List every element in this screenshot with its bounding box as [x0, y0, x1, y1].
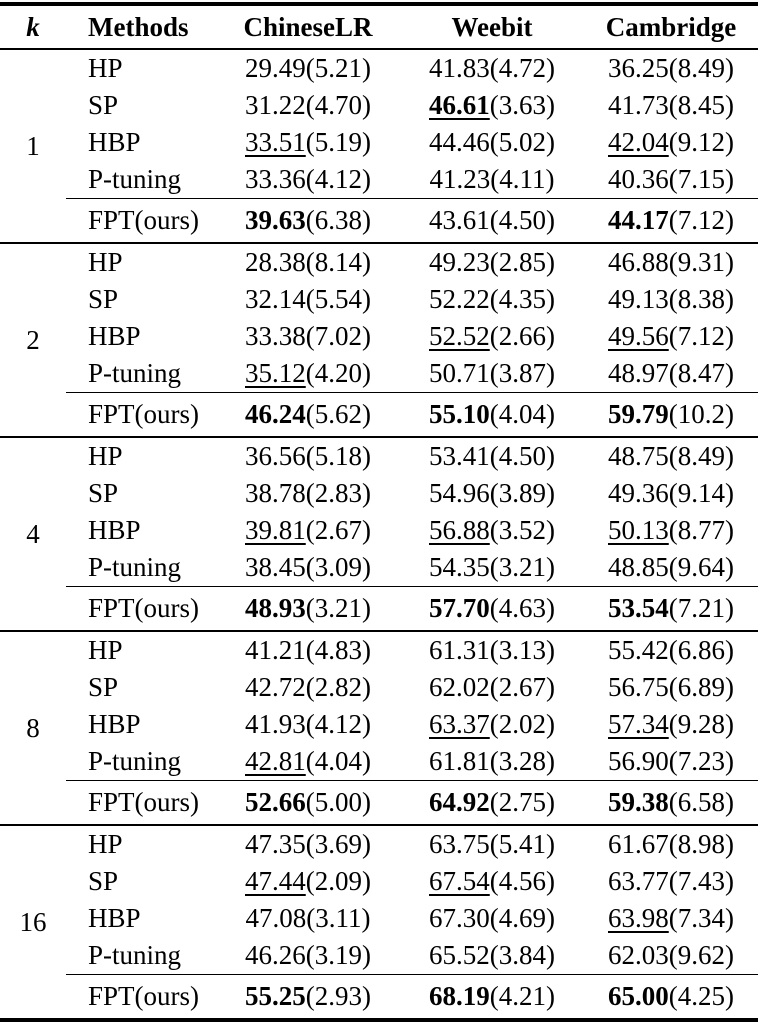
score-std: (2.75)	[489, 787, 555, 817]
score-std: (4.56)	[489, 866, 555, 896]
score-std: (4.69)	[489, 903, 555, 933]
baseline-row	[0, 87, 758, 124]
score-cell	[584, 669, 758, 706]
score-std: (4.35)	[489, 284, 555, 314]
score-std: (9.28)	[668, 709, 734, 739]
score-value: 67.30	[429, 903, 490, 933]
score-std: (2.93)	[305, 981, 371, 1011]
column-header-cambridge: Cambridge	[584, 4, 758, 49]
score-value: 67.54	[429, 866, 490, 896]
score-value: 33.51	[245, 127, 306, 157]
k-value: 4	[26, 518, 40, 549]
score-value: 46.24	[245, 399, 306, 429]
score-value: 52.52	[429, 321, 490, 351]
score-cell	[400, 49, 584, 87]
score-std: (2.82)	[305, 672, 371, 702]
score-cell	[400, 863, 584, 900]
score-value: 33.38	[245, 321, 306, 351]
score-cell	[216, 863, 400, 900]
score-std: (10.2)	[668, 399, 734, 429]
score-cell	[584, 825, 758, 863]
score-cell	[400, 393, 584, 438]
score-value: 41.21	[245, 635, 306, 665]
score-std: (5.62)	[305, 399, 371, 429]
score-std: (5.02)	[489, 127, 555, 157]
method-cell: P-tuning	[88, 552, 182, 582]
score-cell	[216, 669, 400, 706]
score-cell	[400, 243, 584, 281]
score-std: (3.52)	[489, 515, 555, 545]
score-value: 59.38	[608, 787, 669, 817]
score-cell	[400, 161, 584, 199]
score-value: 55.25	[245, 981, 306, 1011]
score-std: (8.98)	[668, 829, 734, 859]
score-cell	[400, 900, 584, 937]
score-cell	[400, 318, 584, 355]
method-cell: HBP	[88, 321, 141, 351]
score-cell	[584, 549, 758, 587]
baseline-row	[0, 437, 758, 475]
score-value: 49.23	[429, 247, 490, 277]
score-std: (4.63)	[489, 593, 555, 623]
ours-row	[0, 393, 758, 438]
ours-row	[0, 781, 758, 826]
score-value: 49.13	[608, 284, 669, 314]
score-value: 57.70	[429, 593, 490, 623]
method-cell: HBP	[88, 709, 141, 739]
score-std: (3.28)	[489, 746, 555, 776]
score-std: (4.70)	[305, 90, 371, 120]
score-cell	[216, 706, 400, 743]
score-std: (7.34)	[668, 903, 734, 933]
score-std: (2.02)	[489, 709, 555, 739]
score-std: (4.12)	[305, 709, 371, 739]
score-std: (4.20)	[305, 358, 371, 388]
score-std: (7.15)	[668, 164, 734, 194]
score-value: 53.41	[429, 441, 490, 471]
method-cell: P-tuning	[88, 940, 182, 970]
score-value: 49.56	[608, 321, 669, 351]
score-std: (4.21)	[489, 981, 555, 1011]
score-cell	[584, 743, 758, 781]
score-cell	[216, 87, 400, 124]
baseline-row	[0, 355, 758, 393]
score-value: 32.14	[245, 284, 306, 314]
score-value: 46.61	[429, 90, 490, 120]
score-std: (4.50)	[489, 441, 555, 471]
k-group	[0, 243, 758, 437]
baseline-row	[0, 743, 758, 781]
method-cell: FPT(ours)	[66, 587, 216, 632]
score-cell	[584, 587, 758, 632]
k-value: 2	[26, 324, 40, 355]
score-std: (2.67)	[305, 515, 371, 545]
method-cell: SP	[88, 90, 119, 120]
score-std: (8.45)	[668, 90, 734, 120]
k-value: 1	[26, 130, 40, 161]
score-std: (2.85)	[489, 247, 555, 277]
baseline-row	[0, 512, 758, 549]
score-value: 36.56	[245, 441, 306, 471]
score-value: 35.12	[245, 358, 306, 388]
method-cell: HP	[88, 635, 123, 665]
score-value: 38.78	[245, 478, 306, 508]
score-value: 54.96	[429, 478, 490, 508]
score-cell	[584, 512, 758, 549]
score-cell	[584, 124, 758, 161]
method-cell: HP	[88, 441, 123, 471]
baseline-row	[0, 318, 758, 355]
column-header-k: k	[0, 4, 66, 49]
k-group	[0, 631, 758, 825]
score-std: (4.04)	[489, 399, 555, 429]
score-value: 64.92	[429, 787, 490, 817]
score-cell	[400, 199, 584, 244]
score-cell	[216, 825, 400, 863]
method-cell: FPT(ours)	[66, 781, 216, 826]
score-cell	[584, 900, 758, 937]
score-value: 50.71	[429, 358, 490, 388]
score-value: 46.26	[245, 940, 306, 970]
score-std: (3.87)	[489, 358, 555, 388]
score-cell	[400, 549, 584, 587]
method-cell: HP	[88, 829, 123, 859]
score-cell	[400, 587, 584, 632]
score-std: (6.38)	[305, 205, 371, 235]
baseline-row	[0, 161, 758, 199]
score-std: (9.62)	[668, 940, 734, 970]
score-cell	[400, 743, 584, 781]
score-value: 44.46	[429, 127, 490, 157]
score-value: 68.19	[429, 981, 490, 1011]
score-std: (9.31)	[668, 247, 734, 277]
score-cell	[216, 355, 400, 393]
score-std: (7.21)	[668, 593, 734, 623]
score-value: 52.22	[429, 284, 490, 314]
score-value: 29.49	[245, 53, 306, 83]
score-std: (4.83)	[305, 635, 371, 665]
score-cell	[584, 318, 758, 355]
method-cell: SP	[88, 478, 119, 508]
score-std: (4.50)	[489, 205, 555, 235]
score-cell	[216, 318, 400, 355]
baseline-row	[0, 475, 758, 512]
score-std: (6.58)	[668, 787, 734, 817]
ours-row	[0, 199, 758, 244]
score-std: (9.14)	[668, 478, 734, 508]
column-header-weebit: Weebit	[400, 4, 584, 49]
score-cell	[400, 281, 584, 318]
score-cell	[584, 631, 758, 669]
score-value: 48.85	[608, 552, 669, 582]
score-std: (4.25)	[668, 981, 734, 1011]
score-std: (9.12)	[668, 127, 734, 157]
score-value: 56.90	[608, 746, 669, 776]
results-table	[0, 2, 758, 1022]
score-std: (3.11)	[306, 903, 371, 933]
score-value: 49.36	[608, 478, 669, 508]
method-cell: HBP	[88, 127, 141, 157]
score-cell	[584, 706, 758, 743]
score-value: 42.04	[608, 127, 669, 157]
column-header-chineselr: ChineseLR	[216, 4, 400, 49]
score-std: (5.00)	[305, 787, 371, 817]
table-header	[0, 4, 758, 49]
score-value: 52.66	[245, 787, 306, 817]
score-std: (4.04)	[305, 746, 371, 776]
score-value: 54.35	[429, 552, 490, 582]
score-cell	[216, 393, 400, 438]
score-value: 48.75	[608, 441, 669, 471]
method-cell: FPT(ours)	[66, 199, 216, 244]
score-std: (8.47)	[668, 358, 734, 388]
score-cell	[216, 512, 400, 549]
score-value: 56.75	[608, 672, 669, 702]
score-cell	[400, 475, 584, 512]
score-value: 50.13	[608, 515, 669, 545]
score-std: (8.14)	[305, 247, 371, 277]
score-value: 53.54	[608, 593, 669, 623]
score-std: (7.12)	[668, 205, 734, 235]
score-cell	[216, 124, 400, 161]
score-cell	[400, 124, 584, 161]
score-value: 55.10	[429, 399, 490, 429]
baseline-row	[0, 549, 758, 587]
score-cell	[400, 355, 584, 393]
method-cell: HP	[88, 247, 123, 277]
score-cell	[400, 937, 584, 975]
score-cell	[584, 475, 758, 512]
score-cell	[216, 199, 400, 244]
score-value: 41.83	[429, 53, 490, 83]
score-cell	[584, 975, 758, 1021]
score-cell	[216, 781, 400, 826]
score-value: 36.25	[608, 53, 669, 83]
score-cell	[216, 475, 400, 512]
score-cell	[584, 781, 758, 826]
score-std: (3.69)	[305, 829, 371, 859]
score-cell	[400, 437, 584, 475]
score-cell	[584, 863, 758, 900]
score-std: (2.67)	[489, 672, 555, 702]
ours-row	[0, 587, 758, 632]
score-value: 31.22	[245, 90, 306, 120]
score-value: 47.44	[245, 866, 306, 896]
score-std: (6.89)	[668, 672, 734, 702]
baseline-row	[0, 706, 758, 743]
score-std: (2.66)	[489, 321, 555, 351]
score-std: (7.12)	[668, 321, 734, 351]
baseline-row	[0, 863, 758, 900]
score-value: 47.08	[245, 903, 307, 933]
score-cell	[584, 281, 758, 318]
baseline-row	[0, 669, 758, 706]
score-value: 65.52	[429, 940, 490, 970]
score-value: 55.42	[608, 635, 669, 665]
score-value: 47.35	[245, 829, 306, 859]
score-cell	[584, 199, 758, 244]
k-value: 8	[26, 712, 40, 743]
score-std: (6.86)	[668, 635, 734, 665]
score-std: (3.21)	[489, 552, 555, 582]
score-cell	[584, 49, 758, 87]
score-value: 42.72	[245, 672, 306, 702]
score-value: 41.93	[245, 709, 306, 739]
score-value: 63.77	[608, 866, 669, 896]
score-std: (3.13)	[489, 635, 555, 665]
method-cell: P-tuning	[88, 746, 182, 776]
score-cell	[216, 743, 400, 781]
method-cell: P-tuning	[88, 164, 182, 194]
score-std: (8.49)	[668, 441, 734, 471]
score-cell	[216, 243, 400, 281]
score-value: 28.38	[245, 247, 306, 277]
score-cell	[400, 706, 584, 743]
score-value: 40.36	[608, 164, 669, 194]
method-cell: P-tuning	[88, 358, 182, 388]
score-std: (5.54)	[305, 284, 371, 314]
score-cell	[584, 243, 758, 281]
score-value: 63.75	[429, 829, 490, 859]
score-cell	[584, 355, 758, 393]
score-std: (5.18)	[305, 441, 371, 471]
method-cell: SP	[88, 866, 119, 896]
score-value: 63.37	[429, 709, 490, 739]
score-cell	[216, 49, 400, 87]
score-value: 62.02	[429, 672, 490, 702]
score-cell	[216, 937, 400, 975]
score-std: (5.21)	[305, 53, 371, 83]
method-cell: SP	[88, 672, 119, 702]
score-cell	[216, 587, 400, 632]
score-cell	[216, 437, 400, 475]
score-std: (4.12)	[305, 164, 371, 194]
score-value: 41.23	[429, 164, 491, 194]
method-cell: FPT(ours)	[66, 975, 216, 1021]
score-std: (3.09)	[305, 552, 371, 582]
baseline-row	[0, 243, 758, 281]
score-std: (7.02)	[305, 321, 371, 351]
score-cell	[400, 87, 584, 124]
k-group	[0, 49, 758, 243]
score-value: 59.79	[608, 399, 669, 429]
score-std: (3.63)	[489, 90, 555, 120]
score-std: (4.72)	[489, 53, 555, 83]
baseline-row	[0, 937, 758, 975]
score-cell	[216, 549, 400, 587]
method-cell: HP	[88, 53, 123, 83]
score-std: (9.64)	[668, 552, 734, 582]
score-value: 63.98	[608, 903, 669, 933]
score-value: 43.61	[429, 205, 490, 235]
score-cell	[584, 937, 758, 975]
column-header-methods: Methods	[66, 4, 216, 49]
score-std: (8.77)	[668, 515, 734, 545]
score-std: (5.41)	[489, 829, 555, 859]
baseline-row	[0, 124, 758, 161]
score-value: 48.93	[245, 593, 306, 623]
score-value: 62.03	[608, 940, 669, 970]
score-cell	[216, 631, 400, 669]
score-std: (3.89)	[489, 478, 555, 508]
score-cell	[216, 281, 400, 318]
score-cell	[400, 512, 584, 549]
score-cell	[400, 631, 584, 669]
score-cell	[400, 781, 584, 826]
score-cell	[584, 161, 758, 199]
score-value: 65.00	[608, 981, 669, 1011]
score-value: 33.36	[245, 164, 306, 194]
score-std: (8.49)	[668, 53, 734, 83]
score-std: (3.21)	[305, 593, 371, 623]
score-std: (8.38)	[668, 284, 734, 314]
score-value: 61.31	[429, 635, 490, 665]
baseline-row	[0, 49, 758, 87]
method-cell: SP	[88, 284, 119, 314]
score-std: (7.43)	[668, 866, 734, 896]
score-std: (3.84)	[489, 940, 555, 970]
header-row	[0, 4, 758, 49]
score-value: 44.17	[608, 205, 669, 235]
method-cell: HBP	[88, 515, 141, 545]
score-value: 39.81	[245, 515, 306, 545]
score-cell	[216, 161, 400, 199]
score-cell	[216, 900, 400, 937]
score-value: 56.88	[429, 515, 490, 545]
score-std: (4.11)	[490, 164, 555, 194]
k-value: 16	[19, 906, 47, 937]
score-std: (5.19)	[305, 127, 371, 157]
score-std: (7.23)	[668, 746, 734, 776]
score-value: 48.97	[608, 358, 669, 388]
score-value: 61.67	[608, 829, 669, 859]
score-std: (2.09)	[305, 866, 371, 896]
baseline-row	[0, 900, 758, 937]
score-value: 41.73	[608, 90, 669, 120]
score-cell	[400, 669, 584, 706]
score-value: 42.81	[245, 746, 306, 776]
baseline-row	[0, 631, 758, 669]
method-cell: FPT(ours)	[66, 393, 216, 438]
k-group	[0, 825, 758, 1020]
score-cell	[584, 437, 758, 475]
baseline-row	[0, 281, 758, 318]
score-value: 46.88	[608, 247, 669, 277]
score-value: 38.45	[245, 552, 306, 582]
score-value: 57.34	[608, 709, 669, 739]
score-cell	[584, 87, 758, 124]
score-cell	[400, 975, 584, 1021]
score-std: (2.83)	[305, 478, 371, 508]
score-cell	[400, 825, 584, 863]
ours-row	[0, 975, 758, 1021]
score-cell	[216, 975, 400, 1021]
score-cell	[584, 393, 758, 438]
score-value: 61.81	[429, 746, 490, 776]
k-group	[0, 437, 758, 631]
score-value: 39.63	[245, 205, 306, 235]
baseline-row	[0, 825, 758, 863]
score-std: (3.19)	[305, 940, 371, 970]
method-cell: HBP	[88, 903, 141, 933]
